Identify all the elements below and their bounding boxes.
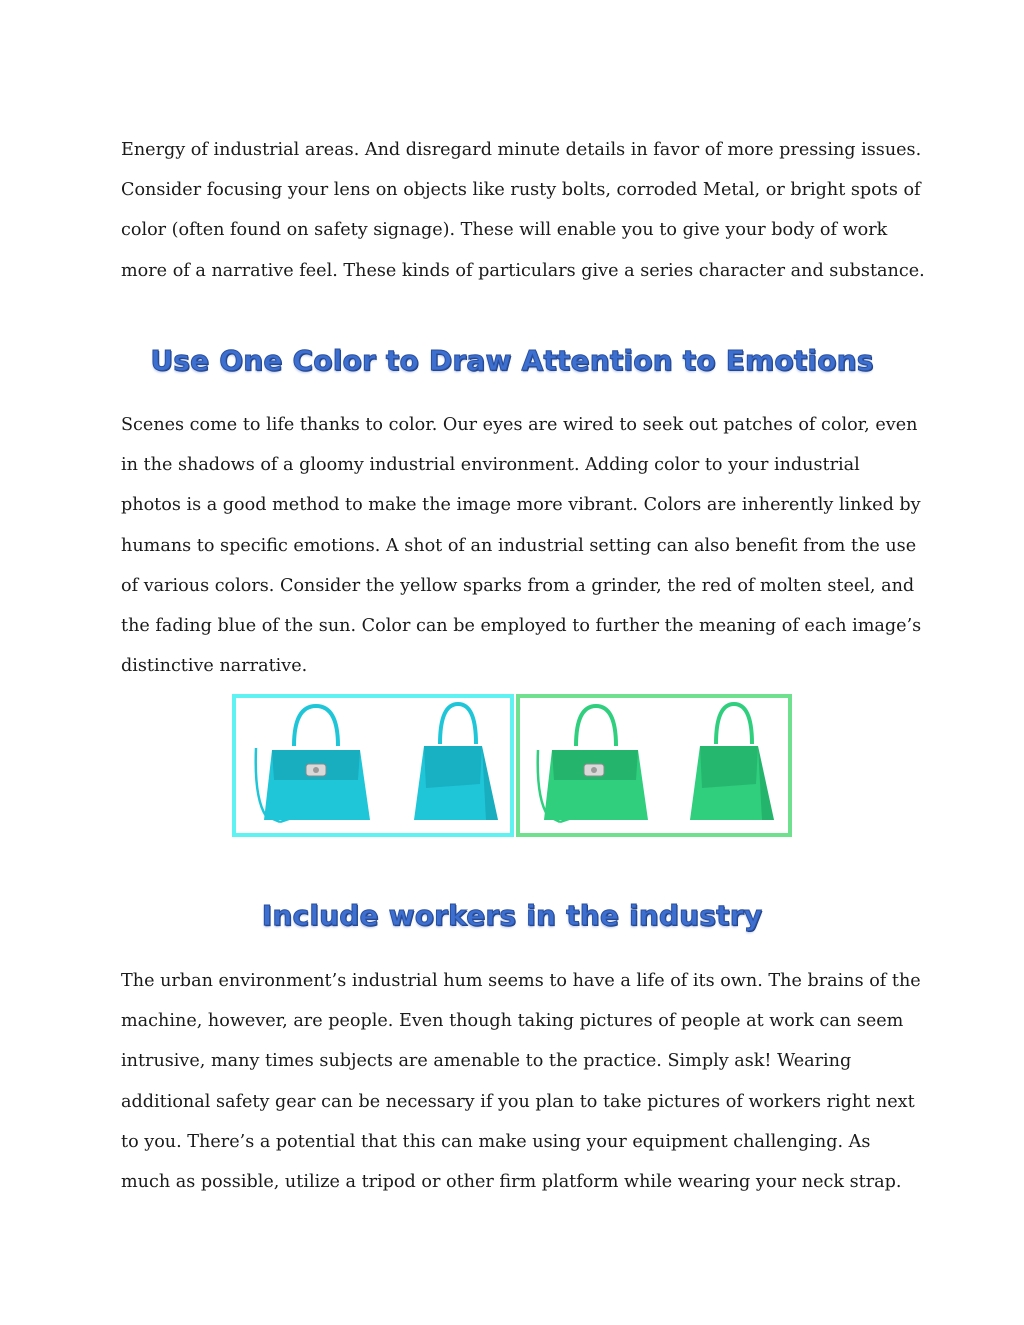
paragraph-line: more of a narrative feel. These kinds of particulars give a series character and substance.	[121, 260, 925, 281]
paragraph-line: humans to specific emotions. A shot of an industrial setting can also benefit from the use	[121, 535, 917, 556]
paragraph-line: to you. There’s a potential that this can make using your equipment challenging. As	[121, 1131, 871, 1152]
paragraph-line: much as possible, utilize a tripod or other firm platform while wearing your neck strap.	[121, 1172, 902, 1193]
paragraph-line: distinctive narrative.	[121, 656, 308, 677]
paragraph-line: machine, however, are people. Even though taking pictures of people at work can seem	[121, 1011, 904, 1032]
green-handbags-panel	[516, 694, 792, 837]
paragraph-industrial-details	[121, 130, 925, 291]
paragraph-line: the fading blue of the sun. Color can be employed to further the meaning of each image’s	[121, 616, 922, 637]
paragraph-line: of various colors. Consider the yellow sparks from a grinder, the red of molten steel, and	[121, 575, 915, 596]
paragraph-line: color (often found on safety signage). These will enable you to give your body of work	[121, 220, 888, 241]
cyan-handbags-panel	[232, 694, 514, 837]
handbag-comparison-image	[232, 694, 792, 837]
paragraph-line: Energy of industrial areas. And disregard minute details in favor of more pressing issues.	[121, 140, 922, 160]
paragraph-workers	[121, 961, 921, 1202]
paragraph-line: intrusive, many times subjects are amenable to the practice. Simply ask! Wearing	[121, 1051, 852, 1072]
paragraph-line: Scenes come to life thanks to color. Our eyes are wired to seek out patches of color, even	[121, 415, 918, 435]
paragraph-line: Consider focusing your lens on objects like rusty bolts, corroded Metal, or bright spots of	[121, 180, 921, 201]
heading-one-color: Use One Color to Draw Attention to Emotions	[150, 344, 874, 377]
paragraph-line: additional safety gear can be necessary if you plan to take pictures of workers right next	[121, 1091, 915, 1112]
green-handbags-illustration	[520, 698, 788, 833]
cyan-handbags-illustration	[236, 698, 510, 833]
paragraph-line: in the shadows of a gloomy industrial environment. Adding color to your industrial	[121, 455, 860, 476]
heading-include-workers: Include workers in the industry	[261, 899, 763, 932]
paragraph-line: The urban environment’s industrial hum seems to have a life of its own. The brains of the	[121, 971, 921, 991]
paragraph-line: photos is a good method to make the image more vibrant. Colors are inherently linked by	[121, 495, 921, 516]
paragraph-color-emotions	[121, 405, 921, 686]
